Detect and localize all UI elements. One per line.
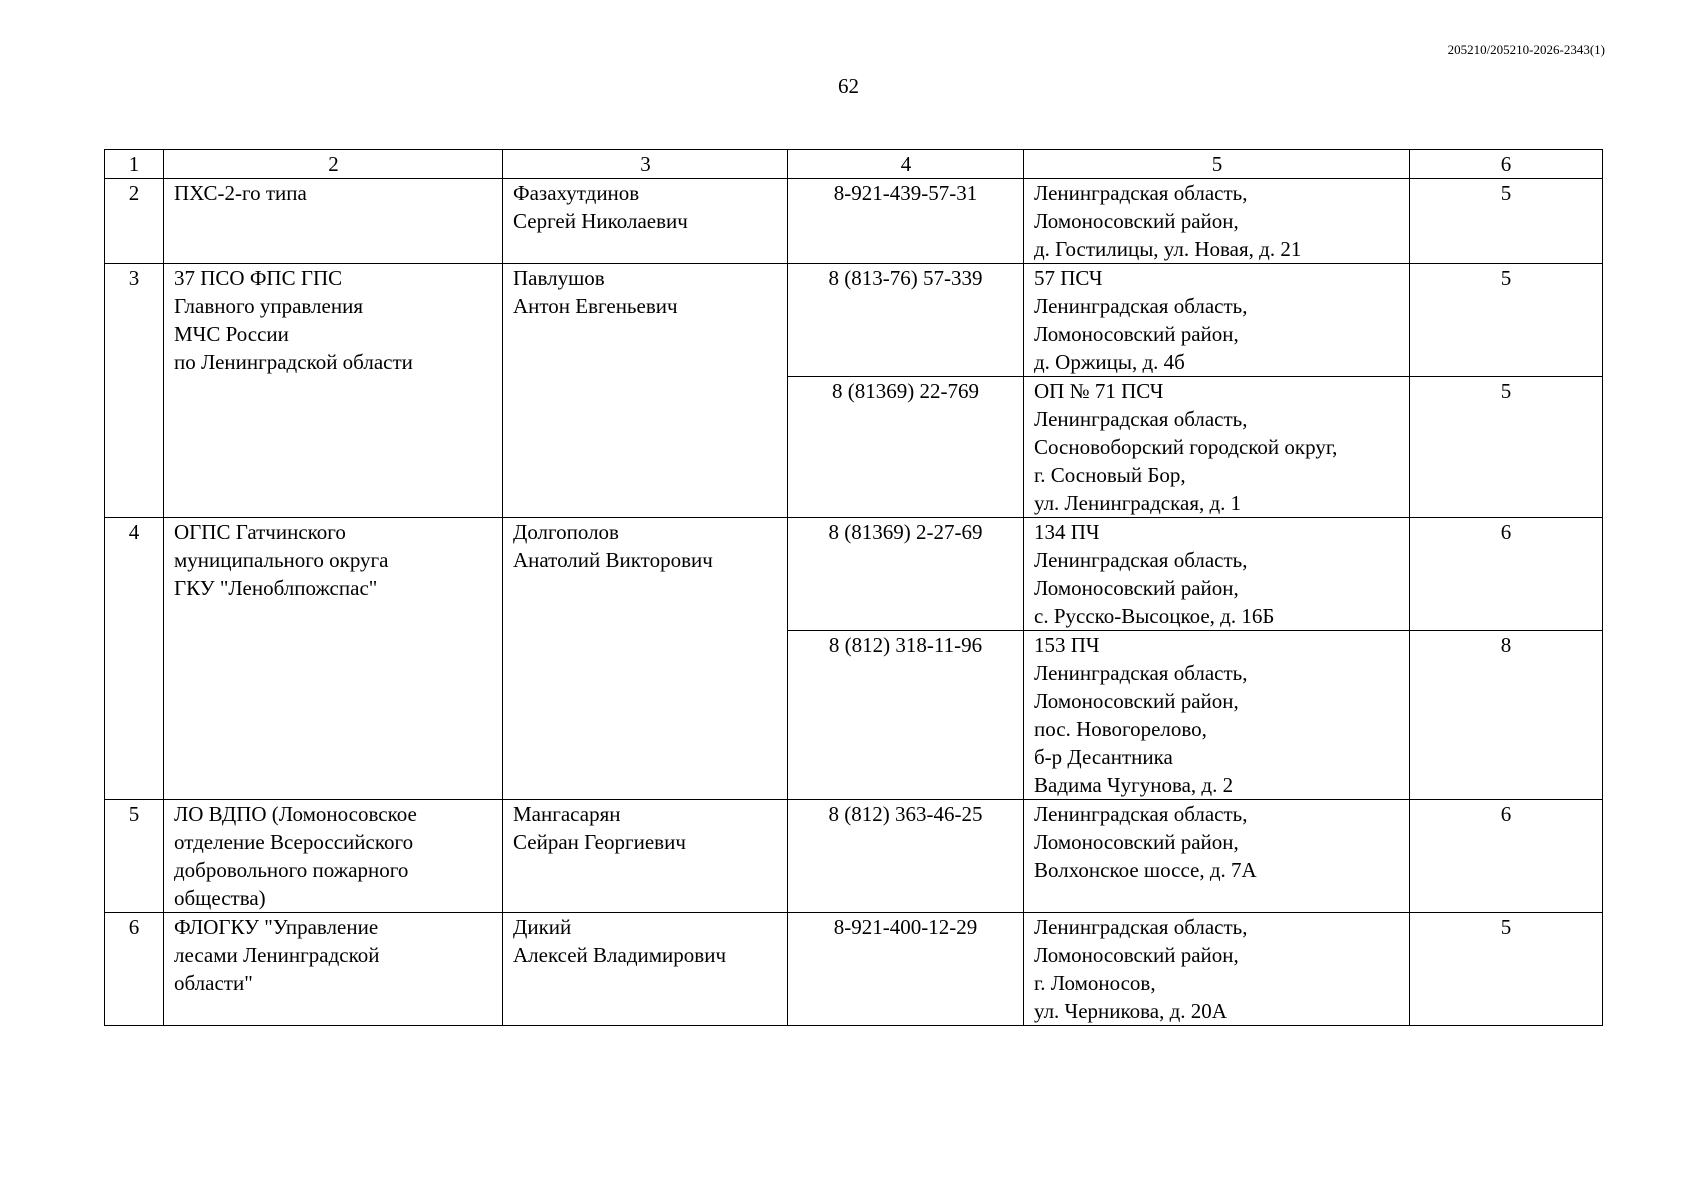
- cell-line: Ломоносовский район,: [1034, 943, 1239, 967]
- cell-line: Ленинградская область,: [1034, 181, 1248, 205]
- cell-line: Вадима Чугунова, д. 2: [1034, 773, 1234, 797]
- cell-line: Ленинградская область,: [1034, 802, 1248, 826]
- row-number: 2: [105, 179, 164, 264]
- table-body: [105, 150, 1603, 1026]
- cell-line: Ломоносовский район,: [1034, 830, 1239, 854]
- table-row: [105, 179, 1603, 264]
- cell-line: Фазахутдинов: [513, 181, 640, 205]
- address-cell: [1024, 179, 1410, 264]
- organization-cell: [164, 518, 503, 800]
- page-number: 62: [838, 74, 859, 98]
- organization-cell: [164, 264, 503, 518]
- cell-line: Ленинградская область,: [1034, 915, 1248, 939]
- cell-line: ул. Ленинградская, д. 1: [1034, 491, 1242, 515]
- cell-line: ФЛОГКУ "Управление: [174, 915, 379, 939]
- cell-line: ОГПС Гатчинского: [174, 520, 346, 544]
- value-cell: 6: [1410, 518, 1603, 631]
- cell-line: Анатолий Викторович: [513, 548, 713, 572]
- cell-line: Ленинградская область,: [1034, 661, 1248, 685]
- cell-line: д. Гостилицы, ул. Новая, д. 21: [1034, 237, 1302, 261]
- value-cell: 5: [1410, 377, 1603, 518]
- person-cell: [503, 913, 788, 1026]
- value-cell: 5: [1410, 913, 1603, 1026]
- column-header: 1: [105, 150, 164, 179]
- cell-line: Сосновоборский городской округ,: [1034, 435, 1338, 459]
- cell-line: общества): [174, 886, 266, 910]
- address-cell: [1024, 377, 1410, 518]
- cell-line: д. Оржицы, д. 4б: [1034, 350, 1185, 374]
- cell-line: Ломоносовский район,: [1034, 689, 1239, 713]
- organization-cell: [164, 179, 503, 264]
- phone-cell: 8 (813-76) 57-339: [788, 264, 1024, 377]
- address-cell: [1024, 800, 1410, 913]
- header-row: [105, 150, 1603, 179]
- cell-line: Ленинградская область,: [1034, 294, 1248, 318]
- value-cell: 8: [1410, 631, 1603, 800]
- cell-line: Ленинградская область,: [1034, 548, 1248, 572]
- table-row: [105, 264, 1603, 377]
- phone-cell: 8 (81369) 22-769: [788, 377, 1024, 518]
- cell-line: по Ленинградской области: [174, 350, 413, 374]
- table-row: [105, 913, 1603, 1026]
- cell-line: Волхонское шоссе, д. 7А: [1034, 858, 1257, 882]
- cell-line: Ломоносовский район,: [1034, 322, 1239, 346]
- address-cell: [1024, 913, 1410, 1026]
- table-row: [105, 800, 1603, 913]
- cell-line: Сейран Георгиевич: [513, 830, 686, 854]
- address-cell: [1024, 518, 1410, 631]
- cell-line: Павлушов: [513, 266, 605, 290]
- cell-line: ГКУ "Леноблпожспас": [174, 576, 378, 600]
- value-cell: 5: [1410, 179, 1603, 264]
- row-number: 5: [105, 800, 164, 913]
- cell-line: Ломоносовский район,: [1034, 209, 1239, 233]
- cell-line: ул. Черникова, д. 20А: [1034, 999, 1227, 1023]
- cell-line: 153 ПЧ: [1034, 633, 1100, 657]
- organization-cell: [164, 913, 503, 1026]
- cell-line: Дикий: [513, 915, 572, 939]
- cell-line: МЧС России: [174, 322, 289, 346]
- phone-cell: 8 (812) 363-46-25: [788, 800, 1024, 913]
- cell-line: добровольного пожарного: [174, 858, 409, 882]
- cell-line: муниципального округа: [174, 548, 389, 572]
- value-cell: 6: [1410, 800, 1603, 913]
- column-header: 6: [1410, 150, 1603, 179]
- phone-cell: 8 (81369) 2-27-69: [788, 518, 1024, 631]
- cell-line: ЛО ВДПО (Ломоносовское: [174, 802, 417, 826]
- table-row: [105, 518, 1603, 631]
- cell-line: Сергей Николаевич: [513, 209, 688, 233]
- column-header: 2: [164, 150, 503, 179]
- address-cell: [1024, 631, 1410, 800]
- cell-line: с. Русско-Высоцкое, д. 16Б: [1034, 604, 1275, 628]
- cell-line: г. Ломоносов,: [1034, 971, 1156, 995]
- person-cell: [503, 179, 788, 264]
- person-cell: [503, 800, 788, 913]
- column-header: 4: [788, 150, 1024, 179]
- cell-line: Алексей Владимирович: [513, 943, 727, 967]
- cell-line: Ломоносовский район,: [1034, 576, 1239, 600]
- phone-cell: 8-921-439-57-31: [788, 179, 1024, 264]
- person-cell: [503, 264, 788, 518]
- phone-cell: 8-921-400-12-29: [788, 913, 1024, 1026]
- cell-line: 134 ПЧ: [1034, 520, 1100, 544]
- cell-line: ПХС-2-го типа: [174, 181, 307, 205]
- data-table: [104, 149, 1603, 1026]
- document-id: 205210/205210-2026-2343(1): [1447, 42, 1605, 57]
- cell-line: области": [174, 971, 253, 995]
- row-number: 6: [105, 913, 164, 1026]
- person-cell: [503, 518, 788, 800]
- cell-line: Ленинградская область,: [1034, 407, 1248, 431]
- organization-cell: [164, 800, 503, 913]
- cell-line: отделение Всероссийского: [174, 830, 414, 854]
- row-number: 4: [105, 518, 164, 800]
- row-number: 3: [105, 264, 164, 518]
- cell-line: Антон Евгеньевич: [513, 294, 678, 318]
- cell-line: Главного управления: [174, 294, 363, 318]
- column-header: 5: [1024, 150, 1410, 179]
- address-cell: [1024, 264, 1410, 377]
- column-header: 3: [503, 150, 788, 179]
- cell-line: б-р Десантника: [1034, 745, 1173, 769]
- cell-line: Мангасарян: [513, 802, 621, 826]
- phone-cell: 8 (812) 318-11-96: [788, 631, 1024, 800]
- cell-line: пос. Новогорелово,: [1034, 717, 1207, 741]
- cell-line: г. Сосновый Бор,: [1034, 463, 1186, 487]
- cell-line: 57 ПСЧ: [1034, 266, 1103, 290]
- value-cell: 5: [1410, 264, 1603, 377]
- cell-line: Долгополов: [513, 520, 619, 544]
- cell-line: лесами Ленинградской: [174, 943, 380, 967]
- cell-line: 37 ПСО ФПС ГПС: [174, 266, 343, 290]
- cell-line: ОП № 71 ПСЧ: [1034, 379, 1164, 403]
